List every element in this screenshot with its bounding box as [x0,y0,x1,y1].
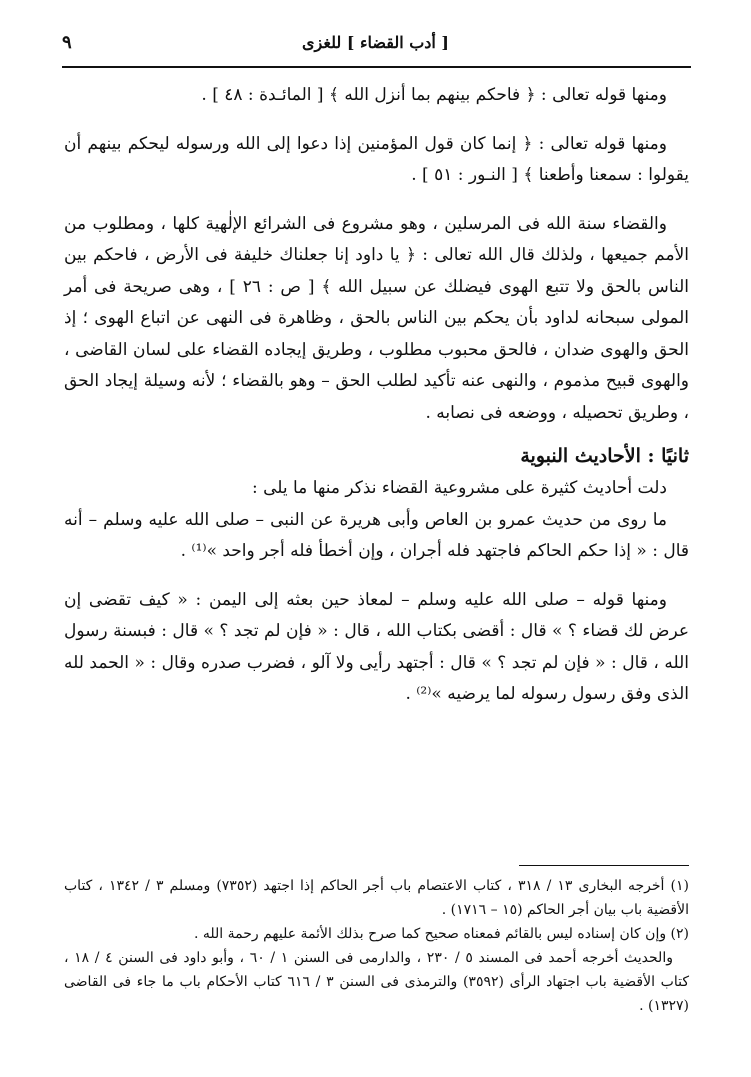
footnote-rule [519,865,689,866]
footnote-1: (١) أخرجه البخارى ١٣ / ٣١٨ ، كتاب الاعتصام باب أجر الحاكم إذا اجتهد (٧٣٥٢) ومسلم ٣ / ١٣٤٢ ، كتاب الأقضية باب بيان أجر الحاكم (١٥ – ١٧١٦) . [64,878,689,918]
paragraph-hadith-1: ما روى من حديث عمرو بن العاص وأبى هريرة عن النبى – صلى الله عليه وسلم – أنه قال : « إذا حكم الحاكم فاجتهد فله أجران ، وإن أخطأ فله أجر واحد »⁽¹⁾ . [64,509,689,561]
paragraph-quran-nur: ومنها قوله تعالى : ﴿ إنما كان قول المؤمنين إذا دعوا إلى الله ورسوله ليحكم بينهم أن يقولوا : سمعنا وأطعنا ﴾ [ النـور : ٥١ ] . [64,133,689,185]
section-heading-hadith: ثانيًا : الأحاديث النبوية [520,445,689,467]
paragraph-quran-maida: ومنها قوله تعالى : ﴿ فاحكم بينهم بما أنزل الله ﴾ [ المائـدة : ٤٨ ] . [201,85,667,105]
main-text [64,80,689,711]
footnotes [64,874,689,1018]
page-header [62,26,689,58]
paragraph-hadith-2: ومنها قوله – صلى الله عليه وسلم – لمعاذ حين بعثه إلى اليمن : « كيف تقضى إن عرض لك قضاء ؟ » قال : أقضى بكتاب الله ، قال : « فإن لم تجد ؟ » قال : فبسنة رسول الله ، قال : « فإن لم تجد ؟ » قال : أجتهد رأيى ولا آلو ، فضرب صدره وقال : « الحمد لله الذى وفق رسول رسوله لما يرضيه »⁽²⁾ . [64,589,689,704]
footnote-2: (٢) وإن كان إسناده ليس بالقائم فمعناه صحيح كما صرح بذلك الأئمة عليهم رحمة الله . [193,926,689,942]
header-rule [62,66,691,68]
footnote-2-continuation: والحديث أخرجه أحمد فى المسند ٥ / ٢٣٠ ، والدارمى فى السنن ١ / ٦٠ ، وأبو داود فى السنن ٤ / ١٨ ، كتاب الأقضية باب اجتهاد الرأى (٣٥٩٢) والترمذى فى السنن ٣ / ٦١٦ كتاب الأحكام باب ما جاء فى القاضى (١٣٢٧) . [64,950,689,1014]
page-number: ٩ [62,31,72,53]
section-intro: دلت أحاديث كثيرة على مشروعية القضاء نذكر منها ما يلى : [251,478,667,498]
running-title: [ أدب القضاء ] للغزى [302,32,449,52]
paragraph-judiciary-sunnah: والقضاء سنة الله فى المرسلين ، وهو مشروع فى الشرائع الإلٰهية كلها ، ومطلوب من الأمم جميعها ، ولذلك قال الله تعالى : ﴿ يا داود إنا جعلناك خليفة فى الأرض ، فاحكم بين الناس بالحق ولا تتبع الهوى فيضلك عن سبيل الله ﴾ [ ص : ٢٦ ] ، وهى صريحة فى أمر المولى سبحانه لداود بأن يحكم بين الناس بالحق ، وظاهرة فى النهى عن اتباع الهوى ؛ إذ الحق والهوى ضدان ، فالحق محبوب مطلوب ، وطريق إيجاده القضاء على لسان القاضى ، والهوى قبيح مذموم ، والنهى عنه تأكيد لطلب الحق – وهو بالقضاء ؛ لأنه وسيلة إيجاد الحق ، وطريق تحصيله ، ووضعه فى نصابه . [64,213,689,423]
